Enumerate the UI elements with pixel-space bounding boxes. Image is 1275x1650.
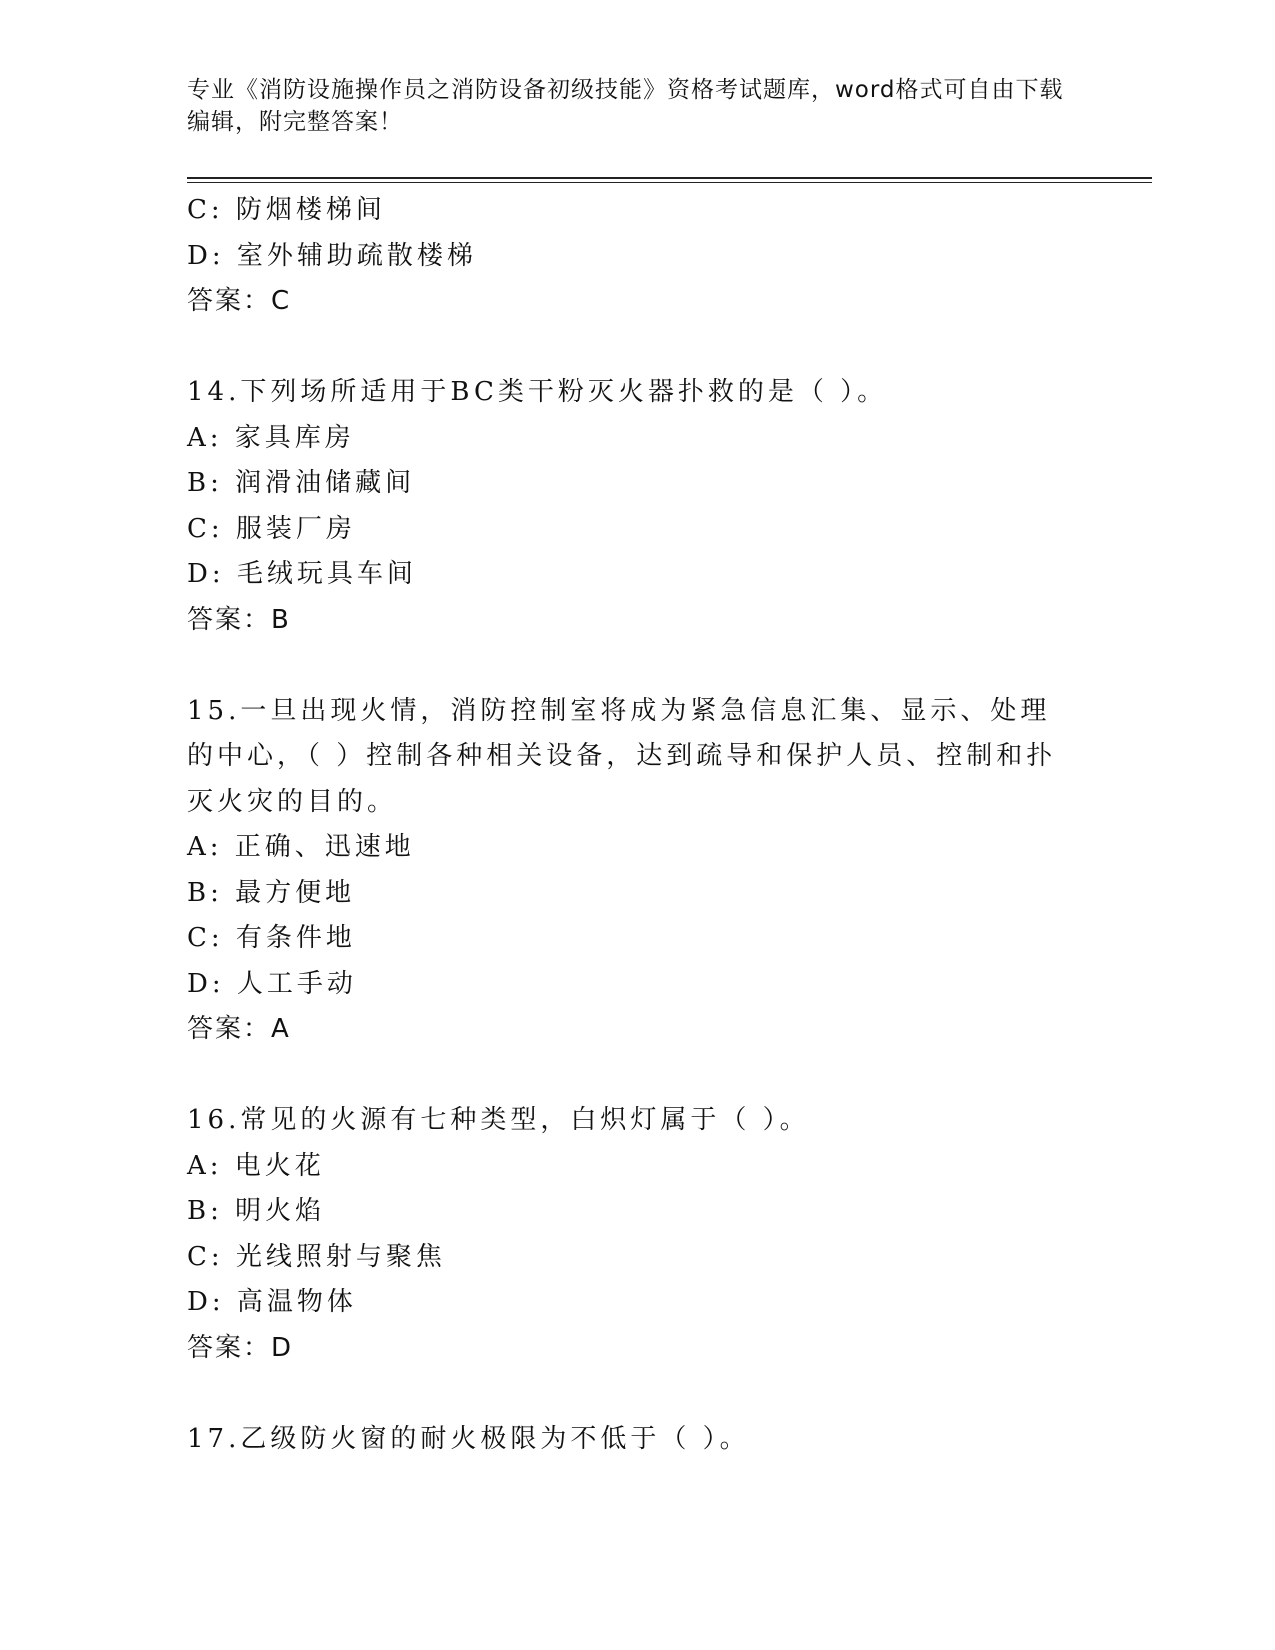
option-b: B: 润滑油储藏间 (187, 468, 416, 498)
answer-line: 答案：D (187, 1332, 294, 1363)
option-a: A: 电火花 (187, 1150, 325, 1181)
option-d: D: 毛绒玩具车间 (187, 559, 417, 589)
option-d: D: 人工手动 (187, 968, 357, 999)
option-d: D: 高温物体 (187, 1287, 357, 1317)
question-14 (187, 370, 1087, 643)
option-a: A: 家具库房 (187, 422, 355, 453)
question-stem: 14.下列场所适用于BC类干粉灭火器扑救的是（ ）。 (187, 377, 888, 407)
question-stem: 16.常见的火源有七种类型，白炽灯属于（ ）。 (187, 1105, 810, 1135)
question-15 (187, 689, 1087, 1053)
document-header: 专业《消防设施操作员之消防设备初级技能》资格考试题库，word格式可自由下载编辑，附完整答案！ (187, 77, 1064, 135)
option-d: D: 室外辅助疏散楼梯 (187, 240, 477, 271)
question-stem: 17.乙级防火窗的耐火极限为不低于（ ）。 (187, 1423, 750, 1454)
option-c: C: 光线照射与聚焦 (187, 1241, 446, 1272)
question-16 (187, 1098, 1087, 1371)
question-17 (187, 1417, 1087, 1463)
option-c: C: 防烟楼梯间 (187, 195, 386, 225)
answer-line: 答案：C (187, 286, 292, 316)
answer-line: 答案：B (187, 604, 291, 635)
answer-line: 答案：A (187, 1014, 291, 1044)
header-divider (187, 177, 1152, 179)
question-13-continuation (187, 188, 1087, 325)
header-divider-thin (187, 182, 1152, 183)
option-c: C: 服装厂房 (187, 513, 356, 544)
question-list (187, 188, 1087, 1462)
question-stem: 15.一旦出现火情，消防控制室将成为紧急信息汇集、显示、处理的中心，（ ）控制各种相关设备，达到疏导和保护人员、控制和扑灭火灾的目的。 (187, 695, 1057, 817)
option-a: A: 正确、迅速地 (187, 832, 415, 862)
option-c: C: 有条件地 (187, 923, 356, 953)
option-b: B: 明火焰 (187, 1196, 326, 1226)
option-b: B: 最方便地 (187, 877, 356, 908)
